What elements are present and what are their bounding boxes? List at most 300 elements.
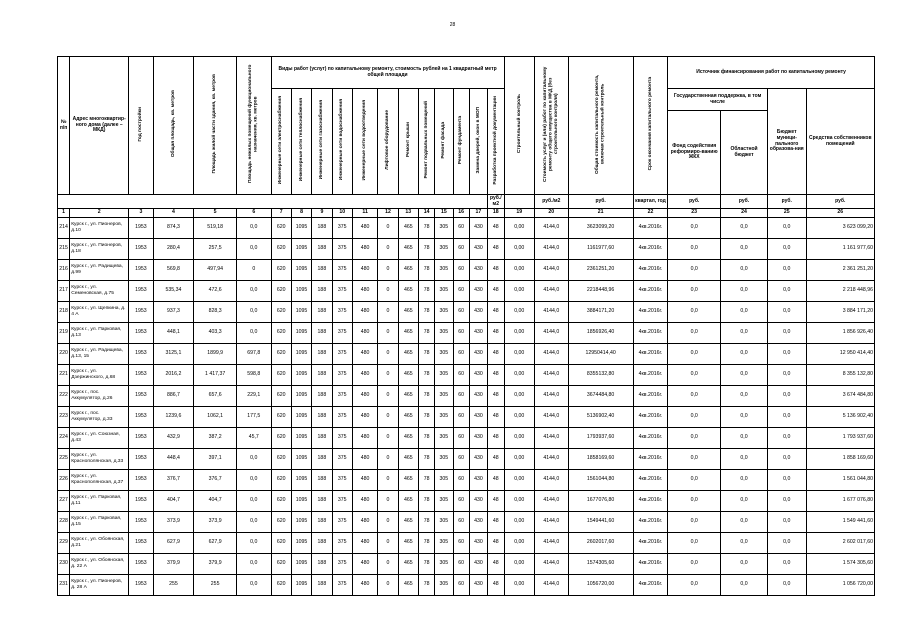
work-cost-cell: 0 <box>378 302 398 323</box>
header-year: Год постройки <box>129 57 153 195</box>
control-cell: 0,00 <box>504 449 535 470</box>
work-cost-cell: 60 <box>453 344 469 365</box>
work-cost-cell: 1095 <box>291 281 311 302</box>
work-cost-cell: 188 <box>312 407 332 428</box>
work-cost-cell: 60 <box>453 407 469 428</box>
municipal-cell: 0,0 <box>767 281 806 302</box>
row-number: 214 <box>58 218 70 239</box>
total-area-cell: 874,3 <box>153 218 194 239</box>
year-cell: 1953 <box>129 302 153 323</box>
header-total-cost: Общая стоимость капитального ремонта, включая строительный контроль <box>568 57 633 195</box>
regional-cell: 0,0 <box>721 470 768 491</box>
column-number: 4 <box>153 209 194 218</box>
work-cost-cell: 78 <box>418 575 434 596</box>
unit-22: квартал, год <box>633 195 668 209</box>
work-cost-cell: 375 <box>332 281 352 302</box>
work-cost-cell: 60 <box>453 323 469 344</box>
header-fund: Фонд содействия реформиро-ванию ЖКХ <box>668 111 721 195</box>
address-cell: Курск г., ул. Краснополянская, д.37 <box>70 470 129 491</box>
cost-per-m2-cell: 4144,0 <box>535 386 569 407</box>
nonres-area-cell: 0,0 <box>236 302 271 323</box>
row-number: 217 <box>58 281 70 302</box>
cost-per-m2-cell: 4144,0 <box>535 407 569 428</box>
cost-per-m2-cell: 4144,0 <box>535 533 569 554</box>
address-cell: Курск г., ул. Парковая, д.15 <box>70 512 129 533</box>
work-cost-cell: 188 <box>312 470 332 491</box>
total-cost-cell: 5136902,40 <box>568 407 633 428</box>
column-number: 14 <box>418 209 434 218</box>
work-cost-cell: 1095 <box>291 554 311 575</box>
work-cost-cell: 375 <box>332 428 352 449</box>
work-cost-cell: 480 <box>352 302 377 323</box>
cost-per-m2-cell: 4144,0 <box>535 575 569 596</box>
address-cell: Курск г., ул. Парковая, д.11 <box>70 491 129 512</box>
address-cell: Курск г., ул. Щепкина, д. 4 А <box>70 302 129 323</box>
regional-cell: 0,0 <box>721 218 768 239</box>
work-cost-cell: 465 <box>398 449 418 470</box>
regional-cell: 0,0 <box>721 575 768 596</box>
work-cost-cell: 620 <box>271 575 291 596</box>
municipal-cell: 0,0 <box>767 302 806 323</box>
fund-cell: 0,0 <box>668 302 721 323</box>
work-cost-cell: 0 <box>378 533 398 554</box>
work-cost-cell: 0 <box>378 281 398 302</box>
control-cell: 0,00 <box>504 554 535 575</box>
cost-per-m2-cell: 4144,0 <box>535 449 569 470</box>
work-cost-cell: 78 <box>418 281 434 302</box>
work-cost-cell: 48 <box>488 407 504 428</box>
column-number: 1 <box>58 209 70 218</box>
work-cost-cell: 48 <box>488 281 504 302</box>
work-cost-cell: 1095 <box>291 218 311 239</box>
work-cost-cell: 60 <box>453 491 469 512</box>
work-cost-cell: 620 <box>271 470 291 491</box>
work-cost-cell: 465 <box>398 470 418 491</box>
control-cell: 0,00 <box>504 365 535 386</box>
work-cost-cell: 620 <box>271 512 291 533</box>
table-row <box>58 365 875 386</box>
work-cost-cell: 60 <box>453 218 469 239</box>
work-cost-cell: 78 <box>418 449 434 470</box>
work-cost-cell: 48 <box>488 428 504 449</box>
work-cost-cell: 60 <box>453 365 469 386</box>
own-funds-cell: 1 056 720,00 <box>806 575 874 596</box>
work-cost-cell: 430 <box>469 386 487 407</box>
living-area-cell: 627,9 <box>194 533 237 554</box>
cost-per-m2-cell: 4144,0 <box>535 491 569 512</box>
municipal-cell: 0,0 <box>767 449 806 470</box>
work-cost-cell: 430 <box>469 449 487 470</box>
table-row <box>58 218 875 239</box>
municipal-cell: 0,0 <box>767 365 806 386</box>
total-cost-cell: 3884171,20 <box>568 302 633 323</box>
work-cost-cell: 430 <box>469 239 487 260</box>
work-cost-cell: 305 <box>435 470 453 491</box>
period-cell: 4кв.2016г. <box>633 218 668 239</box>
work-cost-cell: 0 <box>378 386 398 407</box>
regional-cell: 0,0 <box>721 365 768 386</box>
table-row <box>58 260 875 281</box>
municipal-cell: 0,0 <box>767 218 806 239</box>
work-cost-cell: 375 <box>332 386 352 407</box>
work-cost-cell: 375 <box>332 239 352 260</box>
regional-cell: 0,0 <box>721 533 768 554</box>
unit-24: руб. <box>721 195 768 209</box>
column-number: 9 <box>312 209 332 218</box>
period-cell: 4кв.2016г. <box>633 533 668 554</box>
nonres-area-cell: 0,0 <box>236 491 271 512</box>
unit-23: руб. <box>668 195 721 209</box>
address-cell: Курск г., ул. Пионеров, д.10 <box>70 218 129 239</box>
table-row <box>58 323 875 344</box>
table-row <box>58 491 875 512</box>
cost-per-m2-cell: 4144,0 <box>535 428 569 449</box>
row-number: 215 <box>58 239 70 260</box>
work-cost-cell: 305 <box>435 302 453 323</box>
work-cost-cell: 375 <box>332 407 352 428</box>
work-cost-cell: 1095 <box>291 491 311 512</box>
work-cost-cell: 48 <box>488 344 504 365</box>
nonres-area-cell: 0,0 <box>236 554 271 575</box>
work-cost-cell: 0 <box>378 554 398 575</box>
column-number: 21 <box>568 209 633 218</box>
work-cost-cell: 78 <box>418 491 434 512</box>
work-cost-cell: 620 <box>271 386 291 407</box>
column-number: 22 <box>633 209 668 218</box>
period-cell: 4кв.2016г. <box>633 449 668 470</box>
row-number: 227 <box>58 491 70 512</box>
work-cost-cell: 620 <box>271 554 291 575</box>
work-cost-cell: 0 <box>378 449 398 470</box>
total-area-cell: 2016,2 <box>153 365 194 386</box>
work-cost-cell: 480 <box>352 239 377 260</box>
work-cost-cell: 0 <box>378 512 398 533</box>
work-cost-cell: 48 <box>488 260 504 281</box>
table-row <box>58 512 875 533</box>
municipal-cell: 0,0 <box>767 260 806 281</box>
column-number: 13 <box>398 209 418 218</box>
work-cost-cell: 188 <box>312 533 332 554</box>
row-number: 219 <box>58 323 70 344</box>
header-own: Средства собственников помещений <box>806 89 874 195</box>
total-area-cell: 255 <box>153 575 194 596</box>
table-row <box>58 554 875 575</box>
regional-cell: 0,0 <box>721 512 768 533</box>
work-cost-cell: 465 <box>398 386 418 407</box>
period-cell: 4кв.2016г. <box>633 260 668 281</box>
work-cost-cell: 188 <box>312 512 332 533</box>
period-cell: 4кв.2016г. <box>633 428 668 449</box>
work-cost-cell: 188 <box>312 239 332 260</box>
work-cost-cell: 60 <box>453 470 469 491</box>
work-cost-cell: 465 <box>398 512 418 533</box>
total-area-cell: 3125,1 <box>153 344 194 365</box>
total-cost-cell: 1793937,60 <box>568 428 633 449</box>
row-number: 220 <box>58 344 70 365</box>
work-cost-cell: 0 <box>378 428 398 449</box>
work-cost-cell: 48 <box>488 491 504 512</box>
control-cell: 0,00 <box>504 323 535 344</box>
work-cost-cell: 465 <box>398 323 418 344</box>
work-cost-cell: 78 <box>418 386 434 407</box>
living-area-cell: 387,2 <box>194 428 237 449</box>
year-cell: 1953 <box>129 512 153 533</box>
column-number: 25 <box>767 209 806 218</box>
fund-cell: 0,0 <box>668 491 721 512</box>
work-cost-cell: 430 <box>469 554 487 575</box>
fund-cell: 0,0 <box>668 281 721 302</box>
year-cell: 1953 <box>129 239 153 260</box>
work-cost-cell: 620 <box>271 428 291 449</box>
column-number: 19 <box>504 209 535 218</box>
fund-cell: 0,0 <box>668 323 721 344</box>
row-number: 225 <box>58 449 70 470</box>
total-cost-cell: 1858169,60 <box>568 449 633 470</box>
work-cost-cell: 480 <box>352 218 377 239</box>
regional-cell: 0,0 <box>721 554 768 575</box>
own-funds-cell: 2 361 251,20 <box>806 260 874 281</box>
work-cost-cell: 305 <box>435 260 453 281</box>
period-cell: 4кв.2016г. <box>633 281 668 302</box>
header-state-support: Государственная поддержка, в том числе <box>668 89 768 111</box>
work-cost-cell: 1095 <box>291 365 311 386</box>
capital-repair-table <box>57 56 875 596</box>
work-cost-cell: 305 <box>435 428 453 449</box>
period-cell: 4кв.2016г. <box>633 323 668 344</box>
work-cost-cell: 480 <box>352 533 377 554</box>
work-cost-cell: 188 <box>312 281 332 302</box>
table-row <box>58 302 875 323</box>
control-cell: 0,00 <box>504 260 535 281</box>
work-cost-cell: 1095 <box>291 512 311 533</box>
row-number: 226 <box>58 470 70 491</box>
living-area-cell: 657,6 <box>194 386 237 407</box>
work-cost-cell: 0 <box>378 407 398 428</box>
control-cell: 0,00 <box>504 491 535 512</box>
work-cost-cell: 620 <box>271 407 291 428</box>
header-work-9: Ремонт фасада <box>435 89 453 195</box>
work-cost-cell: 0 <box>378 575 398 596</box>
own-funds-cell: 3 884 171,20 <box>806 302 874 323</box>
address-cell: Курск г., ул. Краснополянская, д.33 <box>70 449 129 470</box>
cost-per-m2-cell: 4144,0 <box>535 239 569 260</box>
address-cell: Курск г., ул. Парковая, д.13 <box>70 323 129 344</box>
work-cost-cell: 465 <box>398 239 418 260</box>
row-number: 230 <box>58 554 70 575</box>
own-funds-cell: 5 136 902,40 <box>806 407 874 428</box>
units-row <box>58 195 875 209</box>
header-work-10: Ремонт фундамента <box>453 89 469 195</box>
fund-cell: 0,0 <box>668 512 721 533</box>
work-cost-cell: 375 <box>332 470 352 491</box>
total-area-cell: 448,1 <box>153 323 194 344</box>
work-cost-cell: 78 <box>418 407 434 428</box>
fund-cell: 0,0 <box>668 239 721 260</box>
column-number: 7 <box>271 209 291 218</box>
column-number: 24 <box>721 209 768 218</box>
row-number: 229 <box>58 533 70 554</box>
work-cost-cell: 1095 <box>291 470 311 491</box>
work-cost-cell: 60 <box>453 239 469 260</box>
own-funds-cell: 1 793 937,60 <box>806 428 874 449</box>
year-cell: 1953 <box>129 407 153 428</box>
work-cost-cell: 1095 <box>291 260 311 281</box>
unit-26: руб. <box>806 195 874 209</box>
work-cost-cell: 78 <box>418 512 434 533</box>
period-cell: 4кв.2016г. <box>633 554 668 575</box>
work-cost-cell: 305 <box>435 449 453 470</box>
work-cost-cell: 375 <box>332 533 352 554</box>
work-cost-cell: 305 <box>435 575 453 596</box>
work-cost-cell: 480 <box>352 449 377 470</box>
work-cost-cell: 480 <box>352 344 377 365</box>
work-cost-cell: 465 <box>398 491 418 512</box>
fund-cell: 0,0 <box>668 554 721 575</box>
total-area-cell: 376,7 <box>153 470 194 491</box>
address-cell: Курск г., ул. Пионеров, д.18 <box>70 239 129 260</box>
column-number: 20 <box>535 209 569 218</box>
fund-cell: 0,0 <box>668 407 721 428</box>
total-area-cell: 1239,6 <box>153 407 194 428</box>
total-area-cell: 448,4 <box>153 449 194 470</box>
work-cost-cell: 430 <box>469 512 487 533</box>
column-number: 11 <box>352 209 377 218</box>
header-control: Строительный контроль <box>504 57 535 195</box>
municipal-cell: 0,0 <box>767 407 806 428</box>
work-cost-cell: 430 <box>469 533 487 554</box>
work-cost-cell: 1095 <box>291 407 311 428</box>
own-funds-cell: 1 574 305,60 <box>806 554 874 575</box>
nonres-area-cell: 0,0 <box>236 575 271 596</box>
address-cell: Курск г., пос. Аккумулятор, д.33 <box>70 407 129 428</box>
work-cost-cell: 620 <box>271 344 291 365</box>
control-cell: 0,00 <box>504 533 535 554</box>
living-area-cell: 257,5 <box>194 239 237 260</box>
work-cost-cell: 375 <box>332 512 352 533</box>
work-cost-cell: 465 <box>398 554 418 575</box>
cost-per-m2-cell: 4144,0 <box>535 302 569 323</box>
work-cost-cell: 480 <box>352 491 377 512</box>
column-number: 18 <box>488 209 504 218</box>
work-cost-cell: 430 <box>469 281 487 302</box>
own-funds-cell: 1 161 977,60 <box>806 239 874 260</box>
work-cost-cell: 60 <box>453 281 469 302</box>
total-area-cell: 886,7 <box>153 386 194 407</box>
work-cost-cell: 78 <box>418 239 434 260</box>
total-area-cell: 627,9 <box>153 533 194 554</box>
unit-21: руб. <box>568 195 633 209</box>
work-cost-cell: 480 <box>352 260 377 281</box>
header-work-4: Инженерные сети водоснабжения <box>332 89 352 195</box>
nonres-area-cell: 229,1 <box>236 386 271 407</box>
column-number: 3 <box>129 209 153 218</box>
year-cell: 1953 <box>129 470 153 491</box>
year-cell: 1953 <box>129 218 153 239</box>
own-funds-cell: 1 858 169,60 <box>806 449 874 470</box>
header-total-area: Общая площадь, кв. метров <box>153 57 194 195</box>
nonres-area-cell: 697,8 <box>236 344 271 365</box>
municipal-cell: 0,0 <box>767 239 806 260</box>
regional-cell: 0,0 <box>721 260 768 281</box>
header-work-8: Ремонт подвальных помещений <box>418 89 434 195</box>
address-cell: Курск г., ул. Обоянская, д.21 <box>70 533 129 554</box>
column-number: 17 <box>469 209 487 218</box>
work-cost-cell: 465 <box>398 575 418 596</box>
nonres-area-cell: 0,0 <box>236 281 271 302</box>
work-cost-cell: 78 <box>418 323 434 344</box>
page-number: 28 <box>449 22 456 28</box>
work-cost-cell: 188 <box>312 365 332 386</box>
own-funds-cell: 1 561 044,80 <box>806 470 874 491</box>
fund-cell: 0,0 <box>668 428 721 449</box>
work-cost-cell: 1095 <box>291 575 311 596</box>
year-cell: 1953 <box>129 323 153 344</box>
own-funds-cell: 2 218 448,96 <box>806 281 874 302</box>
work-cost-cell: 188 <box>312 491 332 512</box>
total-area-cell: 535,34 <box>153 281 194 302</box>
table-row <box>58 344 875 365</box>
cost-per-m2-cell: 4144,0 <box>535 554 569 575</box>
work-cost-cell: 480 <box>352 470 377 491</box>
work-cost-cell: 0 <box>378 260 398 281</box>
living-area-cell: 1062,1 <box>194 407 237 428</box>
cost-per-m2-cell: 4144,0 <box>535 365 569 386</box>
header-work-6: Лифтовое оборудование <box>378 89 398 195</box>
work-cost-cell: 0 <box>378 239 398 260</box>
control-cell: 0,00 <box>504 512 535 533</box>
work-cost-cell: 78 <box>418 365 434 386</box>
control-cell: 0,00 <box>504 575 535 596</box>
cost-per-m2-cell: 4144,0 <box>535 260 569 281</box>
year-cell: 1953 <box>129 554 153 575</box>
living-area-cell: 403,3 <box>194 323 237 344</box>
control-cell: 0,00 <box>504 407 535 428</box>
living-area-cell: 373,9 <box>194 512 237 533</box>
work-cost-cell: 78 <box>418 428 434 449</box>
work-cost-cell: 1095 <box>291 239 311 260</box>
header-work-1: Инженерные сети электроснабжения <box>271 89 291 195</box>
work-cost-cell: 78 <box>418 302 434 323</box>
work-cost-cell: 78 <box>418 533 434 554</box>
own-funds-cell: 1 856 926,40 <box>806 323 874 344</box>
work-cost-cell: 430 <box>469 344 487 365</box>
nonres-area-cell: 45,7 <box>236 428 271 449</box>
regional-cell: 0,0 <box>721 239 768 260</box>
total-cost-cell: 1561044,80 <box>568 470 633 491</box>
work-cost-cell: 48 <box>488 239 504 260</box>
nonres-area-cell: 0,0 <box>236 218 271 239</box>
fund-cell: 0,0 <box>668 365 721 386</box>
work-cost-cell: 48 <box>488 449 504 470</box>
work-cost-cell: 375 <box>332 365 352 386</box>
year-cell: 1953 <box>129 491 153 512</box>
work-cost-cell: 430 <box>469 407 487 428</box>
nonres-area-cell: 0,0 <box>236 512 271 533</box>
table-body <box>58 218 875 596</box>
control-cell: 0,00 <box>504 218 535 239</box>
work-cost-cell: 305 <box>435 281 453 302</box>
work-cost-cell: 60 <box>453 533 469 554</box>
work-cost-cell: 0 <box>378 323 398 344</box>
period-cell: 4кв.2016г. <box>633 470 668 491</box>
work-cost-cell: 60 <box>453 302 469 323</box>
living-area-cell: 472,6 <box>194 281 237 302</box>
address-cell: Курск г., ул. Радищева, д.99 <box>70 260 129 281</box>
nonres-area-cell: 177,5 <box>236 407 271 428</box>
control-cell: 0,00 <box>504 281 535 302</box>
header-sources: Источник финансирования работ по капитальному ремонту <box>668 57 875 89</box>
year-cell: 1953 <box>129 281 153 302</box>
